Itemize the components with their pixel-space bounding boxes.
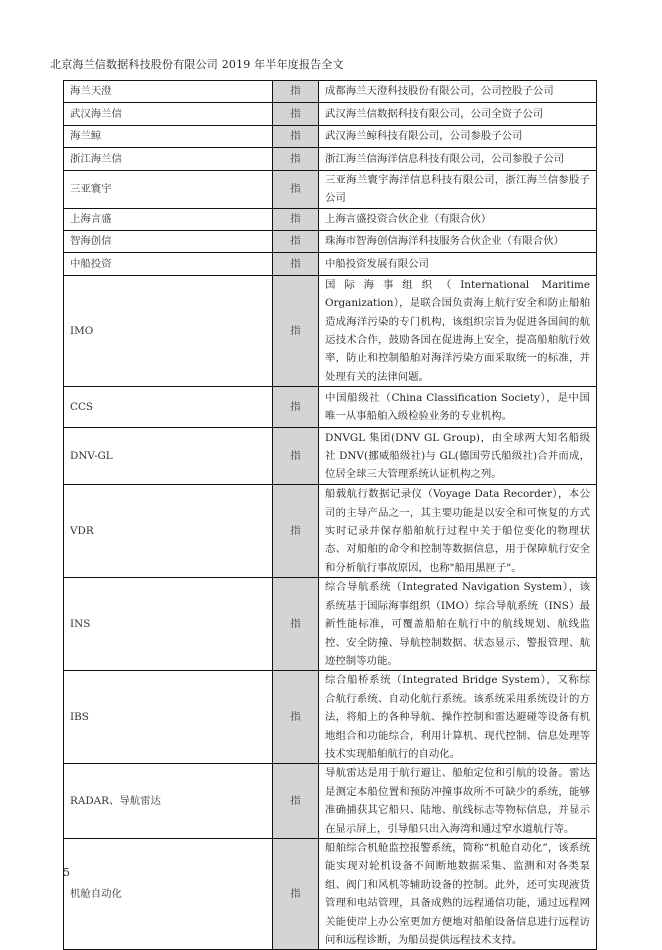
term-cell: 浙江海兰信 — [64, 148, 273, 171]
glossary-row — [64, 387, 597, 428]
definition-cell: 珠海市智海创信海洋科技服务合伙企业（有限合伙） — [319, 230, 597, 252]
definition-cell: 上海言盛投资合伙企业（有限合伙） — [319, 208, 597, 230]
definition-cell: 中国船级社（China Classification Society），是中国唯一从事船舶入级检验业务的专业机构。 — [319, 387, 597, 428]
connector-cell: 指 — [273, 126, 319, 148]
glossary-row — [64, 208, 597, 230]
term-cell: IMO — [64, 275, 273, 386]
connector-cell: 指 — [273, 428, 319, 485]
glossary-row — [64, 230, 597, 252]
definition-cell: 综合船桥系统（Integrated Bridge System），又称综合航行系统、自动化航行系统。该系统采用系统设计的方法，将船上的各种导航、操作控制和雷达避碰等设备有机地组合和功能综合，利用计算机、现代控制、信息处理等技术实现船舶航行的自动化。 — [319, 671, 597, 764]
term-cell: 中船投资 — [64, 252, 273, 275]
connector-cell: 指 — [273, 208, 319, 230]
glossary-row — [64, 126, 597, 148]
definition-cell: 船载航行数据记录仪（Voyage Data Recorder），本公司的主导产品之一，其主要功能是以安全和可恢复的方式实时记录并保存船舶航行过程中关于船位变化的物理状态、对船舶的命令和控制等数据信息，用于保障航行安全和分析航行事故原因，也称"船用黑匣子"。 — [319, 485, 597, 578]
term-cell: 武汉海兰信 — [64, 103, 273, 126]
glossary-row — [64, 103, 597, 126]
definition-cell: 国际海事组织（International Maritime Organization），是联合国负责海上航行安全和防止船舶造成海洋污染的专门机构，该组织宗旨为促进各国间的航运技术合作，鼓励各国在促进海上安全，提高船舶航行效率，防止和控制船舶对海洋污染方面采取统一的标准，并处理有关的法律问题。 — [319, 275, 597, 386]
glossary-row — [64, 428, 597, 485]
connector-cell: 指 — [273, 764, 319, 839]
term-cell: 上海言盛 — [64, 208, 273, 230]
connector-cell: 指 — [273, 578, 319, 671]
definition-cell: 中船投资发展有限公司 — [319, 252, 597, 275]
term-cell: 海兰天澄 — [64, 81, 273, 103]
page-number: 5 — [63, 866, 70, 879]
connector-cell: 指 — [273, 230, 319, 252]
definition-cell: 武汉海兰鲸科技有限公司，公司参股子公司 — [319, 126, 597, 148]
term-cell: VDR — [64, 485, 273, 578]
document-header: 北京海兰信数据科技股份有限公司 2019 年半年度报告全文 — [50, 58, 344, 71]
term-cell: 三亚寰宇 — [64, 171, 273, 209]
connector-cell: 指 — [273, 148, 319, 171]
connector-cell: 指 — [273, 485, 319, 578]
glossary-row — [64, 578, 597, 671]
term-cell: IBS — [64, 671, 273, 764]
glossary-row — [64, 838, 597, 949]
glossary-row — [64, 148, 597, 171]
term-cell: DNV-GL — [64, 428, 273, 485]
connector-cell: 指 — [273, 81, 319, 103]
term-cell: INS — [64, 578, 273, 671]
connector-cell: 指 — [273, 171, 319, 209]
connector-cell: 指 — [273, 671, 319, 764]
definition-cell: 船舶综合机舱监控报警系统，简称“机舱自动化”，该系统能实现对轮机设备不间断地数据采集、监测和对各类泵组、阀门和风机等辅助设备的控制。此外，还可实现液货管理和电站管理，具备成熟的远程通信功能，通过远程网关能使岸上办公室更加方便地对船舶设备信息进行远程访问和远程诊断，为船员提供远程技术支持。 — [319, 838, 597, 949]
term-cell: 海兰鲸 — [64, 126, 273, 148]
term-cell: 机舱自动化 — [64, 838, 273, 949]
definition-cell: DNVGL 集团(DNV GL Group)，由全球两大知名船级社 DNV(挪威船级社)与 GL(德国劳氏船级社)合并而成，位居全球三大管理系统认证机构之列。 — [319, 428, 597, 485]
term-cell: RADAR、导航雷达 — [64, 764, 273, 839]
definition-cell: 浙江海兰信海洋信息科技有限公司，公司参股子公司 — [319, 148, 597, 171]
glossary-row — [64, 171, 597, 209]
glossary-table — [63, 80, 597, 950]
connector-cell: 指 — [273, 838, 319, 949]
glossary-row — [64, 275, 597, 386]
definition-cell: 综合导航系统（Integrated Navigation System），该系统基于国际海事组织（IMO）综合导航系统（INS）最新性能标准，可覆盖船舶在航行中的航线规划、航线监控、安全防撞、导航控制数据、状态显示、警报管理、航迹控制等功能。 — [319, 578, 597, 671]
glossary-row — [64, 671, 597, 764]
definition-cell: 成都海兰天澄科技股份有限公司，公司控股子公司 — [319, 81, 597, 103]
connector-cell: 指 — [273, 387, 319, 428]
definition-cell: 武汉海兰信数据科技有限公司，公司全资子公司 — [319, 103, 597, 126]
glossary-table-body — [64, 81, 597, 950]
term-cell: 智海创信 — [64, 230, 273, 252]
glossary-row — [64, 252, 597, 275]
glossary-row — [64, 764, 597, 839]
definition-cell: 导航雷达是用于航行避让、船舶定位和引航的设备。雷达是测定本船位置和预防冲撞事故所不可缺少的系统，能够准确捕获其它船只、陆地、航线标志等物标信息，并显示在显示屏上，引导船只出入海湾和通过窄水道航行等。 — [319, 764, 597, 839]
term-cell: CCS — [64, 387, 273, 428]
connector-cell: 指 — [273, 103, 319, 126]
glossary-row — [64, 81, 597, 103]
glossary-row — [64, 485, 597, 578]
connector-cell: 指 — [273, 252, 319, 275]
connector-cell: 指 — [273, 275, 319, 386]
definition-cell: 三亚海兰寰宇海洋信息科技有限公司，浙江海兰信参股子公司 — [319, 171, 597, 209]
